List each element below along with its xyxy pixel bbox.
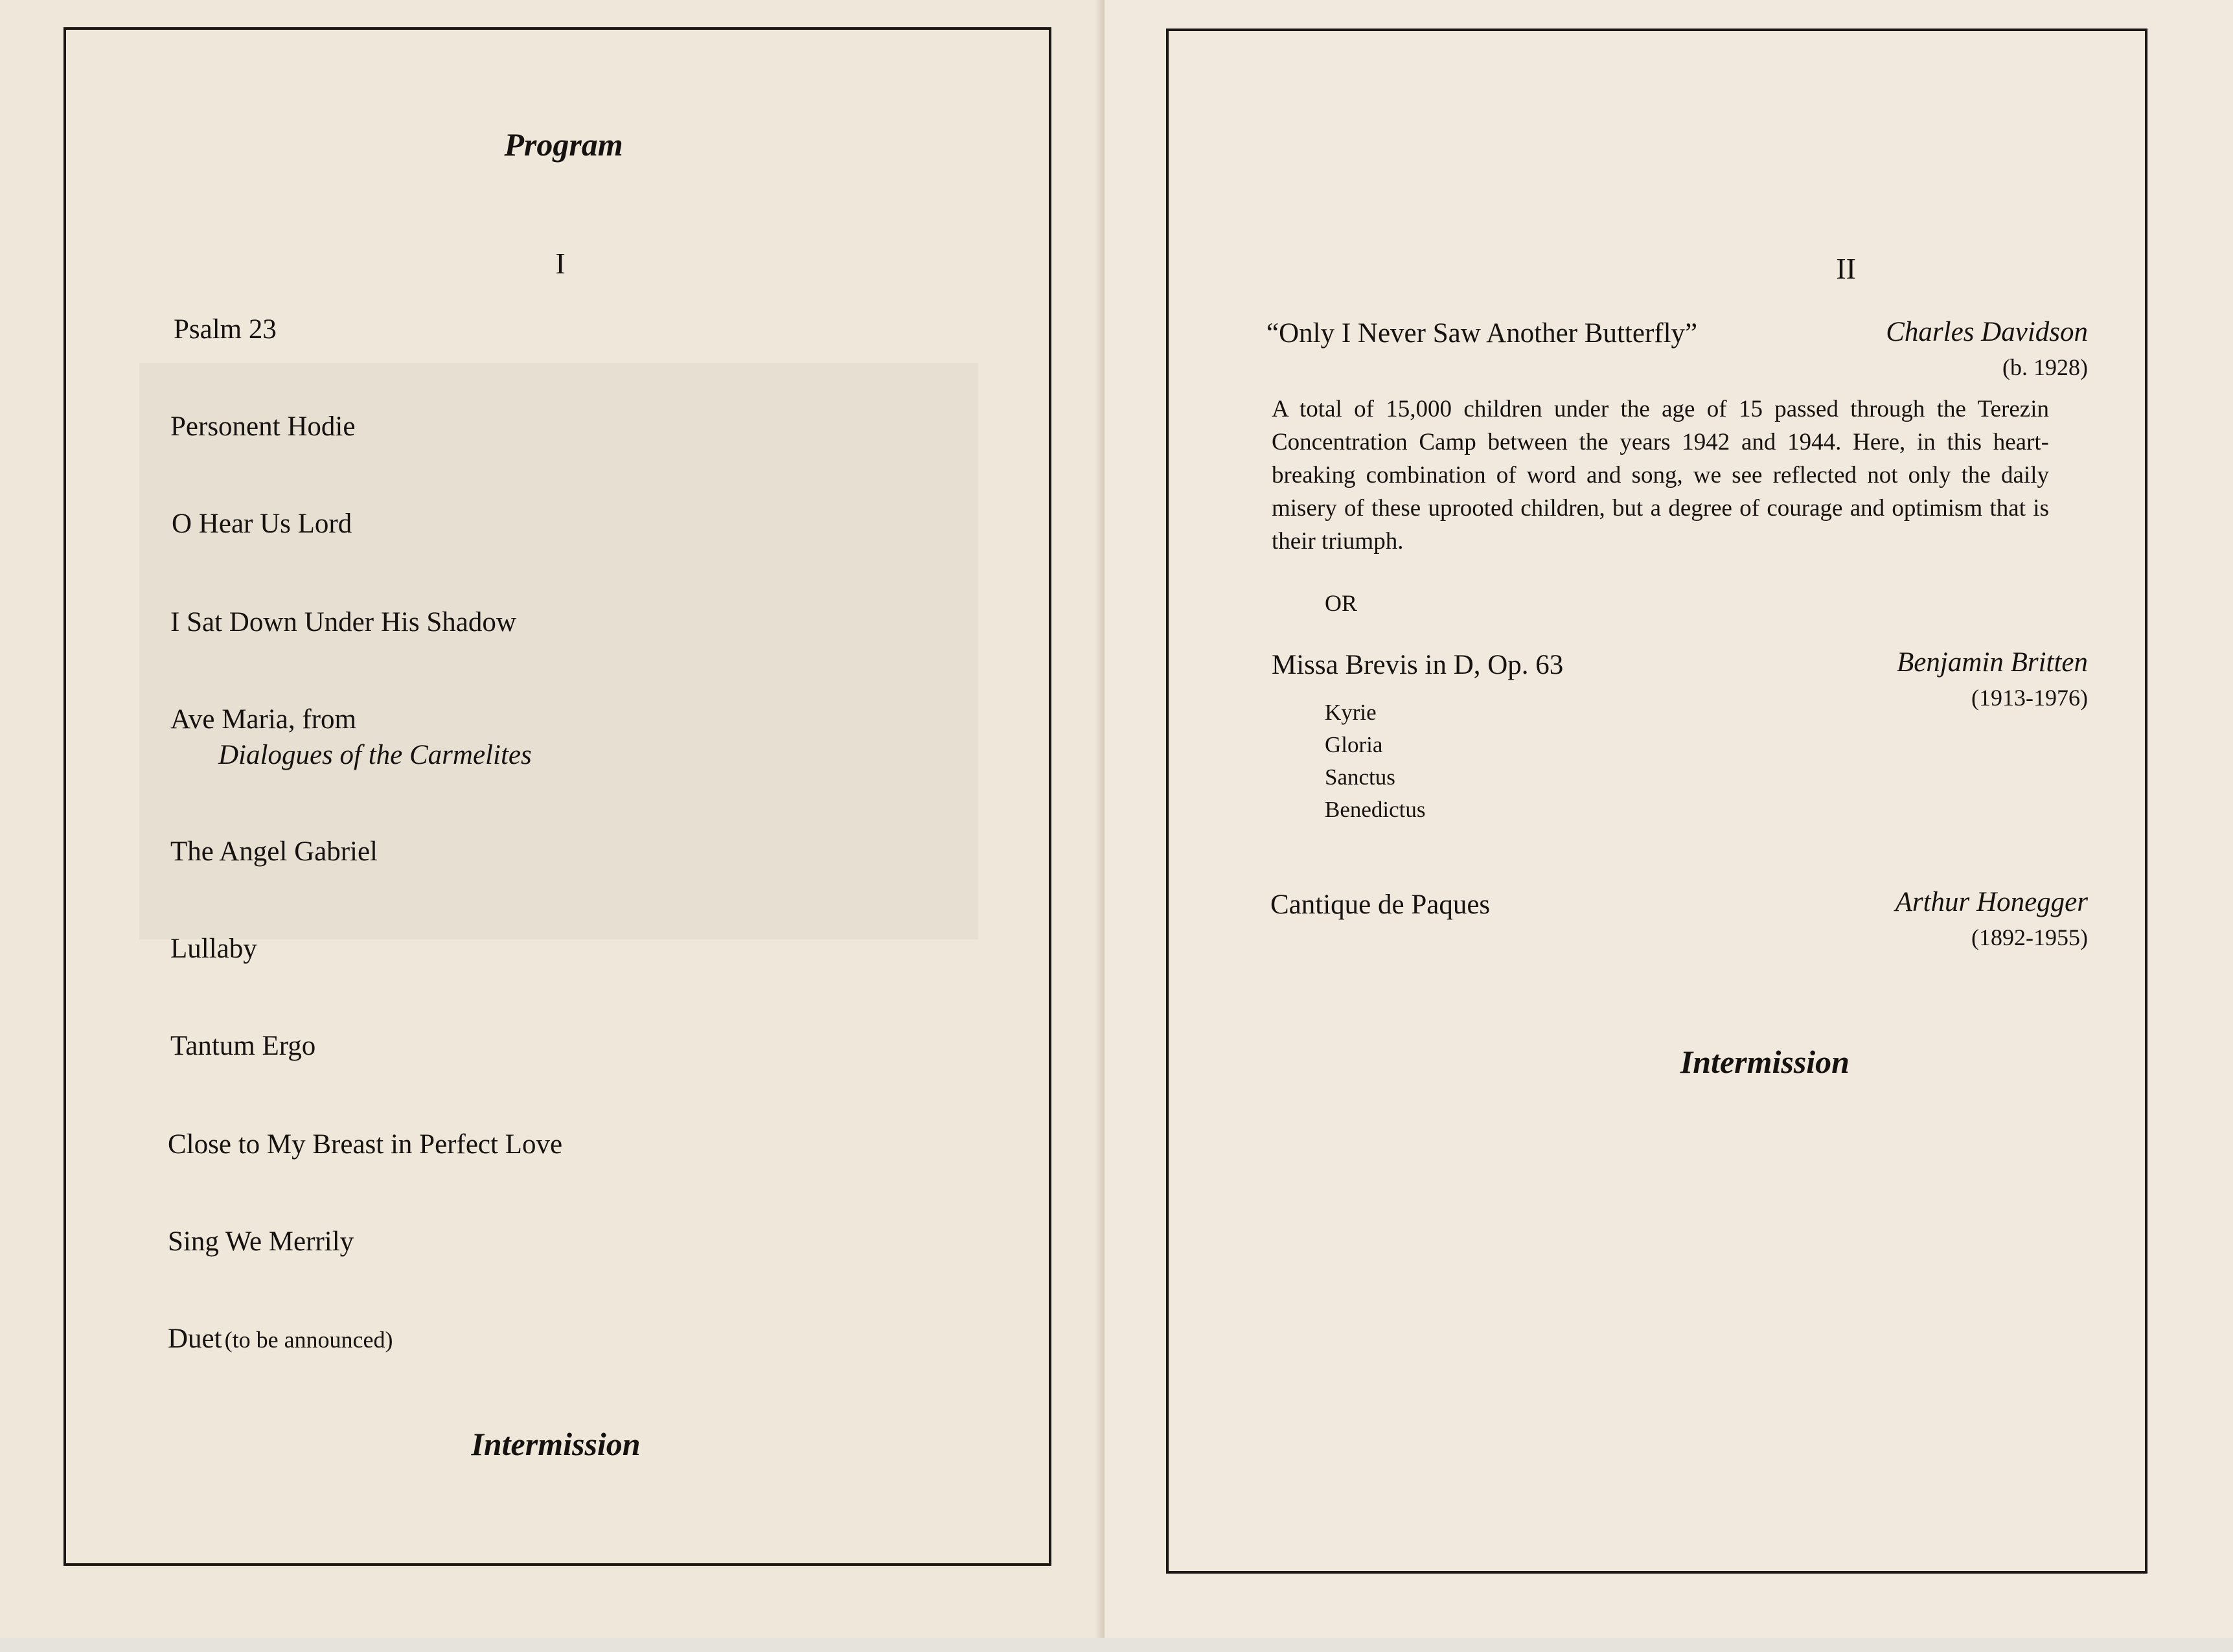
piece-title: Duet — [168, 1324, 222, 1354]
section-numeral-two: II — [1836, 252, 1856, 285]
intermission-label: Intermission — [1680, 1044, 1849, 1080]
piece-title: Ave Maria, from — [170, 704, 356, 735]
duet-line — [168, 1323, 393, 1355]
closing-piece-title: Cantique de Paques — [1270, 889, 1491, 920]
feature-piece-title: “Only I Never Saw Another Butterfly” — [1266, 318, 1698, 349]
mass-composer: Benjamin Britten — [1897, 647, 2088, 678]
left-page — [0, 0, 1105, 1652]
mass-movement: Gloria — [1325, 732, 1383, 757]
feature-program-note: A total of 15,000 children under the age of 15 passed through the Terezin Concentration Camp between the years 1942 and 1944. Here, in this heart-breaking combination of word and song, we see reflected not only the daily misery of these uprooted children, but a degree of courage and optimism that is their triumph. — [1272, 396, 2049, 555]
piece-title: Tantum Ergo — [170, 1031, 316, 1061]
or-label: OR — [1325, 590, 1358, 616]
piece-title: Psalm 23 — [174, 314, 277, 345]
mass-movement: Kyrie — [1325, 700, 1377, 725]
piece-title: Personent Hodie — [170, 411, 356, 442]
mass-movement: Sanctus — [1325, 764, 1395, 790]
closing-piece-dates: (1892-1955) — [1971, 924, 2088, 950]
feature-piece-composer: Charles Davidson — [1886, 317, 2088, 347]
closing-piece-composer: Arthur Honegger — [1895, 887, 2088, 917]
program-heading: Program — [504, 126, 623, 163]
mass-movement: Benedictus — [1325, 797, 1426, 822]
piece-title: Close to My Breast in Perfect Love — [168, 1129, 563, 1160]
piece-title: O Hear Us Lord — [172, 509, 352, 539]
mass-dates: (1913-1976) — [1971, 685, 2088, 711]
piece-title: Lullaby — [170, 934, 257, 964]
piece-note: (to be announced) — [224, 1327, 393, 1353]
piece-title: I Sat Down Under His Shadow — [170, 607, 516, 637]
piece-title: Sing We Merrily — [168, 1226, 354, 1257]
piece-title: The Angel Gabriel — [170, 836, 378, 867]
section-numeral-one: I — [555, 247, 566, 280]
feature-piece-dates: (b. 1928) — [2002, 354, 2088, 380]
mass-title: Missa Brevis in D, Op. 63 — [1272, 650, 1564, 680]
piece-subtitle: Dialogues of the Carmelites — [218, 740, 532, 770]
intermission-label: Intermission — [471, 1426, 641, 1462]
right-page — [1105, 0, 2233, 1652]
bottom-edge — [0, 1638, 2233, 1652]
